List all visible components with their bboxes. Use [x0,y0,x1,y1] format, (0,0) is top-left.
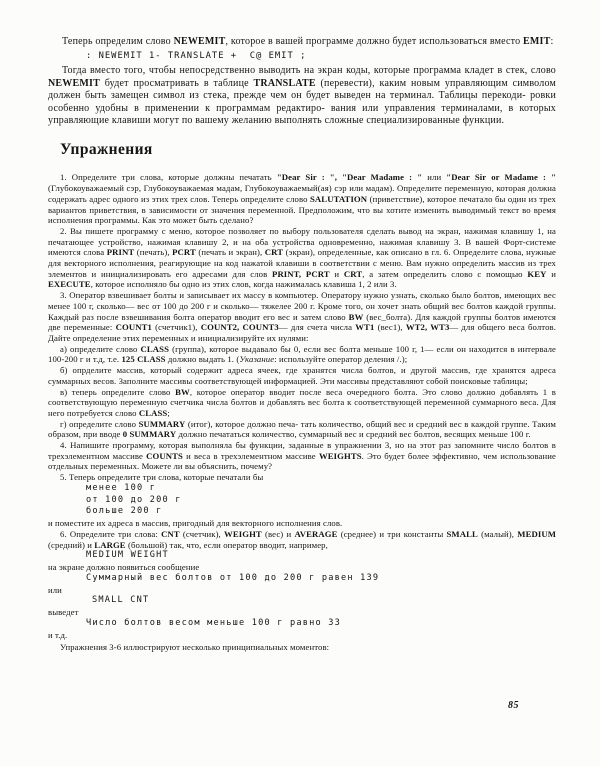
text-segment: (большой) так, что, если оператор вводит, например, [125,539,328,550]
text-segment: WEIGHT [224,528,262,539]
exercise-6-prints-label: выведет [48,607,79,618]
text-segment: (группа), которое выдавало бы 0, если вес болта меньше 100 г, 1— если он находится в интервале 100-200 г и т.д, т.е. [48,343,556,365]
text-segment: б) опрделите массив, который содержит адреса ячеек, где хранятся числа болтов, и другой массив, где хранятся адреса суммарных весов. Заполните массивы соответствующей информацией. Эти массивы представляют собой поисковые таблицы; [48,365,556,386]
text-segment: (средний) и [48,539,95,550]
text-segment: "Dear Sir or Madame : " [446,172,557,183]
text-segment: COUNT1 [115,322,152,333]
exercise-6-input-small-cnt: SMALL CNT [92,595,150,606]
text-segment: (Глубокоуважаемый сэр, Глубокоуважаемая мадам, Глубокоуважаемый(ая) сэр или мадам). Определите переменную, которая должна содержать адрес одного из этих трех слов. Теперь определите слово [48,183,556,204]
exercise-2 [48,226,556,290]
exercise-6-or-label: или [48,584,62,595]
text-segment: COUNT2, COUNT3 [200,322,279,333]
text-segment: (счетчик), [179,528,225,539]
text-segment: 4. Напишите программу, которая выполняла бы функции, заданные в упражнении 3, но на этот раз запомните число болтов в трехэлементном массиве [48,440,556,461]
text-segment: в) теперь определите слово [60,386,176,397]
exercise-5-option-3: больше 200 г [86,506,163,517]
text-segment: 2. Вы пишете программу с меню, которое позволяет по выбору пользователя сделать вывод на экран, нажимая клавишу 1, на печатающее устройство, нажимая клавишу 2, и на оба устройства одновременно, нажимая клавишу 3. В вашей Форт-системе имеются слова [48,225,556,258]
exercise-5-outro: и поместите их адреса в массив, пригодный для векторного исполнения слов. [48,518,343,529]
text-segment: : [550,36,554,47]
text-segment: CRT [264,247,284,258]
text-segment: (экран), определенные, как описано в гл. 6. Определите слова, нужные для векторного исполнения, реагирующие на код нажатой клавиши в соответствии с меню. Вам нужно определить массив из трех элементов и инициализировать его адресами для слов [48,247,556,279]
text-segment: 3. Оператор взвешивает болты и записывает их массу в компьютер. Оператору нужно узнать, сколько было болтов, имеющих вес менее 100 г, сколько— вес от 100 до 200 г и сколько— тяжелее 200 г. Кроме того, он хочет знать общий вес болтов каждой группы. Каждый раз после взвешивания болта оператор вводит его вес и затем слово [48,290,556,322]
text-segment: и [329,268,344,279]
text-segment: , которое оператор вводит после веса очередного болта. Это слово должно добавлять 1 в соответствующую переменную счетчика числа болтов и добавлять вес болта к соответствующей переменной суммарного веса. Для него потребуется слово [48,386,556,418]
text-segment: г) определите слово [60,418,139,429]
text-segment: 6. Определите три слова: [60,528,162,539]
text-segment: CLASS [138,407,168,418]
text-segment: (вес) и [261,528,295,539]
text-segment: , а затем определить слово с помощью [362,268,528,279]
text-segment: EXECUTE [48,279,91,290]
text-segment: Теперь определим слово [62,36,174,47]
text-segment: EMIT [523,36,551,47]
text-segment: LARGE [94,539,126,550]
text-segment: TRANSLATE [253,77,316,89]
text-segment: должно печататься количество, суммарный вес и средний вес болтов, весящих меньше 100 г. [176,429,531,440]
exercise-6-screen-note: на экране должно появиться сообщение [48,562,200,573]
text-segment: PCRT [172,247,196,258]
text-segment: SUMMARY [138,418,186,429]
text-segment: KEY [527,268,547,279]
text-segment: WT1 [355,322,375,333]
text-segment: — для общего веса болтов. Дайте определение этих переменных и инициализируйте их нулями: [48,322,556,343]
text-segment: WT2, WT3 [405,322,450,333]
page-number: 85 [508,700,519,711]
text-segment: . Это будет более эффективно, чем использование отдельных переменных. Можете ли вы объяснить, почему? [48,450,556,472]
text-segment: 1. Определите три слова, которые должны печатать [60,172,277,183]
text-segment: BW [348,311,364,322]
exercise-6-output-count: Число болтов весом меньше 100 г равно 33 [86,617,341,628]
text-segment: : используйте оператор деления /.); [274,354,408,365]
text-segment: , которое исполняло бы одно из этих слов, когда нажималась клавиша 1, 2 или 3. [90,279,397,290]
text-segment: (перевести), каким новым управляющим символом должен быть замещен символ из стека, прежде чем он будет выведен на терминал. Таблицы перекоди- ровки особенно удобны в применении к программам редактиро- вания или управления терминалами, в которых управляющие клавиши могут по вашему желанию выполнять сложные специализированные функции. [48,77,556,127]
text-segment: Тогда вместо того, чтобы непосредственно выводить на экран коды, которые программа кладет в стек, слово [62,65,556,77]
text-segment: (счетчик1), [151,322,201,333]
text-segment: , которое в вашей программе должно будет использоваться вместо [225,36,523,47]
intro-paragraph-1 [48,36,556,48]
text-segment: 0 SUMMARY [122,429,177,440]
text-segment: CRT [343,268,363,279]
exercise-6 [48,529,556,550]
text-segment: PRINT, PCRT [272,268,330,279]
exercise-1 [48,172,556,226]
section-heading-exercises: Упражнения [60,141,153,159]
text-segment: NEWEMIT [48,77,100,89]
text-segment: ; [167,407,170,418]
text-segment: (вес1), [374,322,406,333]
exercise-3c [48,387,556,419]
exercise-3b [48,365,556,386]
text-segment: "Dear Sir : ", "Dear Madame : " [276,172,423,183]
text-segment: (печать), [134,247,173,258]
exercise-5-option-1: менее 100 г [86,482,157,493]
text-segment: AVERAGE [294,528,338,539]
exercise-6-input-medium-weight: MEDIUM WEIGHT [86,550,169,561]
text-segment: WEIGHTS [318,450,362,461]
text-segment: или [422,172,447,183]
text-segment: (вес_болта). Для каждой группы болтов имеются две переменные: [48,311,556,333]
closing-remark [48,642,556,653]
text-segment: SALUTATION [310,193,368,204]
text-segment: (приветствие), которое печатало бы один из трех вариантов приветствия, в зависимости от значения переменной. Предположим, что вы хотите изменить выводимый текст во время исполнения программы. Как это может быть сделано? [48,193,556,226]
exercise-4 [48,440,556,472]
text-segment: MEDIUM [517,528,556,539]
text-segment: Упражнения 3-6 иллюстрируют несколько принципиальных моментов: [60,642,330,653]
text-segment: и [546,268,556,279]
exercise-5-intro: 5. Теперь определите три слова, которые печатали бы [60,472,264,483]
exercise-3d [48,419,556,440]
text-segment: PRINT [106,247,135,258]
text-segment: 125 CLASS [121,354,166,365]
text-segment: (малый), [477,528,518,539]
exercise-5-option-2: от 100 до 200 г [86,494,182,505]
page-content [48,36,556,653]
text-segment: BW [175,386,190,397]
text-segment: SMALL [446,528,478,539]
text-segment: NEWEMIT [173,36,226,47]
intro-paragraph-2 [48,65,556,127]
text-segment: CNT [161,528,180,539]
text-segment: а) определите слово [60,343,141,354]
text-segment: (итог), которое должно печа- тать количество, общий вес и средний вес в каждой группе. Таким образом, при вводе [48,418,556,440]
text-segment: будет просматривать в таблице [99,77,254,89]
exercise-3a [48,344,556,365]
text-segment: и веса в трехэлементном массиве [182,450,319,461]
text-segment: CLASS [140,343,170,354]
text-segment: должно выдать 1. ( [165,354,240,365]
text-segment: COUNTS [146,450,183,461]
text-segment: (печать и экран), [195,247,265,258]
exercise-6-output-summary: Суммарный вес болтов от 100 до 200 г равен 139 [86,572,380,583]
exercise-3 [48,290,556,344]
text-segment: Указание [239,354,275,365]
exercise-6-etc-label: и т.д. [48,629,68,640]
text-segment: (среднее) и три константы [337,528,447,539]
forth-code-newemit: : NEWEMIT 1- TRANSLATE + C@ EMIT ; [86,51,307,62]
text-segment: — для счета числа [278,322,356,333]
